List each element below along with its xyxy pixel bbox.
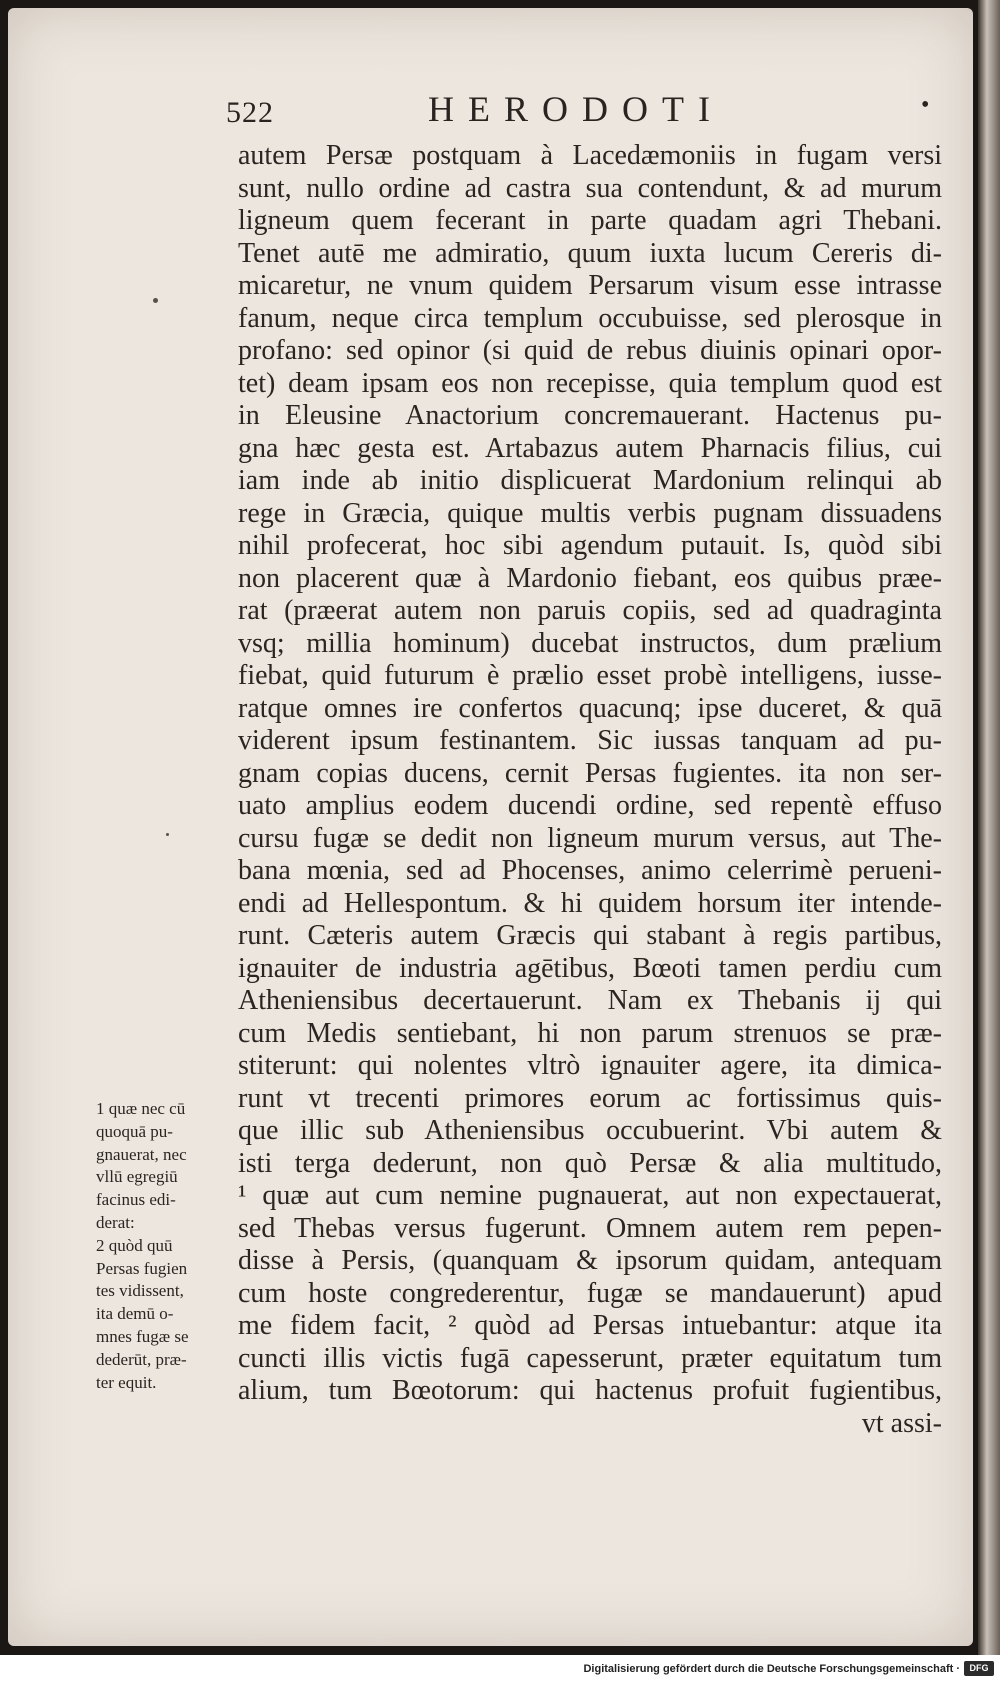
text-line: tet) deam ipsam eos non recepisse, quia templum quod est xyxy=(238,367,942,399)
text-line: non placerent quæ à Mardonio fiebant, eos quibus præe- xyxy=(238,562,942,594)
page-number: 522 xyxy=(226,96,274,129)
page-header xyxy=(8,88,973,138)
text-line: micaretur, ne vnum quidem Persarum visum esse intrasse xyxy=(238,270,942,301)
marginal-note-line: Persas fugien xyxy=(96,1258,188,1278)
margin-dot xyxy=(166,833,169,836)
header-mark: • xyxy=(921,92,930,118)
text-line: fiebat, quid futurum è prælio esset probè intelligens, iusse- xyxy=(238,660,942,691)
text-line: ignauiter de industria agētibus, Bœoti tamen perdiu cum xyxy=(238,952,942,984)
text-line: vsq; millia hominum) ducebat instructos, dum prælium xyxy=(238,627,942,659)
text-line: uato amplius eodem ducendi ordine, sed repentè effuso xyxy=(238,790,942,821)
text-line: endi ad Hellespontum. & hi quidem horsum iter intende- xyxy=(238,887,942,919)
text-line: ligneum quem fecerant in parte quadam agri Thebani. xyxy=(238,205,942,236)
marginal-note-line: gnauerat, nec xyxy=(96,1144,187,1164)
marginal-note-line: derat: xyxy=(96,1212,135,1232)
text-line: que illic sub Atheniensibus occubuerint. Vbi autem & xyxy=(238,1115,942,1146)
text-line: runt. Cæteris autem Græcis qui stabant à regis partibus, xyxy=(238,920,942,951)
text-line: stiterunt: qui nolentes vltrò ignauiter agere, ita dimica- xyxy=(238,1050,942,1081)
book-page xyxy=(8,8,973,1646)
marginal-note-line: 2 quòd quū xyxy=(96,1235,173,1255)
text-line: viderent ipsum festinantem. Sic iussas tanquam ad pu- xyxy=(238,725,942,756)
text-line: alium, tum Bœotorum: qui hactenus profuit fugientibus, xyxy=(238,1375,942,1406)
marginal-note-line: vllū egregiū xyxy=(96,1167,178,1187)
text-line: autem Persæ postquam à Lacedæmoniis in fugam versi xyxy=(238,140,942,171)
footer-credit: Digitalisierung gefördert durch die Deutsche Forschungsgemeinschaft · xyxy=(583,1663,960,1675)
running-head: HERODOTI xyxy=(428,89,724,129)
text-line: gna hæc gesta est. Artabazus autem Pharnacis filius, cui xyxy=(238,432,942,464)
text-line: rege in Græcia, quique multis verbis pugnam dissuadens xyxy=(238,497,942,529)
text-line: me fidem facit, ² quòd ad Persas intuebantur: atque ita xyxy=(238,1310,942,1341)
text-line: isti terga dederunt, non quò Persæ & alia multitudo, xyxy=(238,1147,942,1179)
marginal-note-line: dederūt, præ- xyxy=(96,1349,187,1369)
dfg-logo-icon: DFG xyxy=(964,1661,994,1676)
text-line: iam inde ab initio displicuerat Mardonium relinqui ab xyxy=(238,465,942,496)
text-line: rat (præerat autem non paruis copiis, sed ad quadraginta xyxy=(238,595,942,626)
marginal-note-line: 1 quæ nec cū xyxy=(96,1099,186,1118)
text-line: in Eleusine Anactorium concremauerant. Hactenus pu- xyxy=(238,400,942,431)
page-edge xyxy=(978,0,1000,1655)
text-line: ¹ quæ aut cum nemine pugnauerat, aut non expectauerat, xyxy=(238,1180,942,1211)
text-line: ratque omnes ire confertos quacunq; ipse duceret, & quā xyxy=(238,692,942,724)
text-line: sunt, nullo ordine ad castra sua contendunt, & ad murum xyxy=(238,172,942,204)
text-line: disse à Persis, (quanquam & ipsorum quidam, antequam xyxy=(238,1245,942,1276)
marginal-note-line: tes vidissent, xyxy=(96,1281,184,1301)
text-line: cum hoste congrederentur, fugæ se mandauerunt) apud xyxy=(238,1277,942,1309)
marginal-note-line: mnes fugæ se xyxy=(96,1326,189,1346)
text-line: gnam copias ducens, cernit Persas fugientes. ita non ser- xyxy=(238,757,942,789)
text-line: Atheniensibus decertauerunt. Nam ex Thebanis ij qui xyxy=(238,985,942,1016)
text-line: sed Thebas versus fugerunt. Omnem autem rem pepen- xyxy=(238,1212,942,1244)
marginal-note-line: ter equit. xyxy=(96,1372,157,1392)
text-line: cuncti illis victis fugā capesserunt, præter equitatum tum xyxy=(238,1342,942,1374)
text-line: nihil profecerat, hoc sibi agendum putauit. Is, quòd sibi xyxy=(238,530,942,561)
text-line: bana mœnia, sed ad Phocenses, animo celerrimè perueni- xyxy=(238,855,942,886)
text-line: Tenet autē me admiratio, quum iuxta lucum Cereris di- xyxy=(238,237,942,269)
margin-dot xyxy=(153,298,158,303)
main-text-block xyxy=(238,140,942,1440)
marginal-note-line: ita demū o- xyxy=(96,1304,174,1324)
text-line: cursu fugæ se dedit non ligneum murum versus, aut The- xyxy=(238,822,942,854)
text-line: profano: sed opinor (si quid de rebus diuinis opinari opor- xyxy=(238,335,942,366)
text-line: runt vt trecenti primores eorum ac fortissimus quis- xyxy=(238,1082,942,1114)
marginal-note xyxy=(96,1098,231,1394)
text-line: vt assi- xyxy=(861,1407,942,1439)
text-line: cum Medis sentiebant, hi non parum strenuos se præ- xyxy=(238,1017,942,1049)
digitization-footer xyxy=(0,1655,1000,1684)
marginal-note-line: facinus edi- xyxy=(96,1190,176,1210)
text-line: fanum, neque circa templum occubuisse, sed plerosque in xyxy=(238,302,942,334)
marginal-note-line: quoquā pu- xyxy=(96,1121,173,1141)
